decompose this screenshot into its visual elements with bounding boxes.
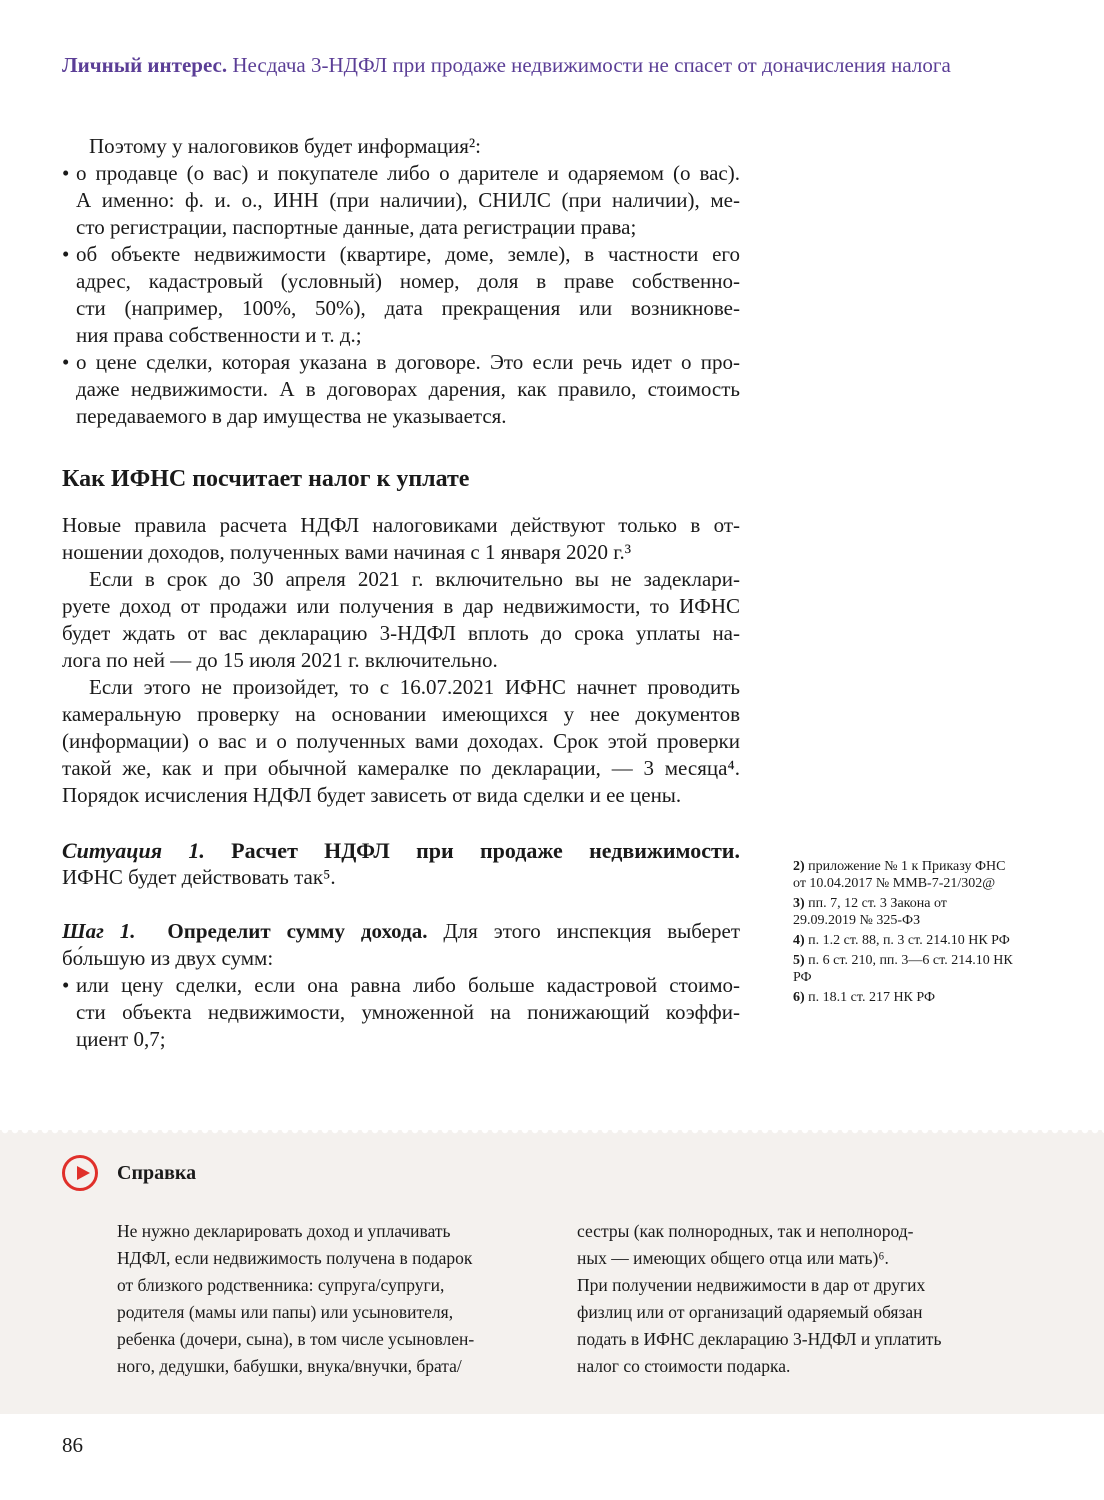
text-line bbox=[62, 647, 740, 674]
text-line bbox=[62, 539, 740, 566]
line-text: циент 0,7; bbox=[76, 1027, 166, 1051]
text-line bbox=[117, 1326, 532, 1353]
footnote-text: п. 6 ст. 210, пп. 3—6 ст. 214.10 НК РФ bbox=[793, 953, 1013, 985]
footnote-number: 3) bbox=[793, 896, 805, 911]
line-text: камеральную проверку на основании имеющихся у нее документов bbox=[62, 702, 740, 726]
text-line bbox=[62, 322, 740, 349]
line-text: такой же, как и при обычной камералке по декларации, — 3 месяца⁴. bbox=[62, 756, 740, 780]
text-line bbox=[577, 1272, 992, 1299]
note-right-column bbox=[577, 1218, 992, 1380]
text-line bbox=[62, 1026, 740, 1053]
text-line bbox=[62, 376, 740, 403]
line-text: об объекте недвижимости (квартире, доме, земле), в частности его bbox=[76, 242, 740, 266]
text-line bbox=[62, 728, 740, 755]
line-text: сто регистрации, паспортные данные, дата регистрации права; bbox=[76, 215, 637, 239]
note-title: Справка bbox=[117, 1162, 197, 1184]
line-text: от близкого родственника: супруга/супруги, bbox=[117, 1275, 445, 1295]
line-text: НДФЛ, если недвижимость получена в подарок bbox=[117, 1248, 473, 1268]
line-text: передаваемого в дар имущества не указывается. bbox=[76, 404, 507, 428]
step-block bbox=[62, 918, 740, 1053]
text-line bbox=[577, 1299, 992, 1326]
header-title: Несдача 3-НДФЛ при продаже недвижимости не спасет от доначисления налога bbox=[232, 53, 951, 77]
play-icon bbox=[62, 1155, 98, 1191]
text-line bbox=[62, 782, 740, 809]
line-text: сестры (как полнородных, так и неполнород- bbox=[577, 1221, 914, 1241]
line-text: Новые правила расчета НДФЛ налоговиками действуют только в от- bbox=[62, 513, 740, 537]
text-line bbox=[117, 1299, 532, 1326]
text-line bbox=[62, 349, 740, 376]
text-line bbox=[117, 1353, 532, 1380]
text-line bbox=[62, 187, 740, 214]
bullet-item bbox=[62, 349, 740, 430]
text-line bbox=[62, 701, 740, 728]
line-text: А именно: ф. и. о., ИНН (при наличии), СНИЛС (при наличии), ме- bbox=[76, 188, 740, 212]
text-line bbox=[62, 512, 740, 539]
text-line bbox=[62, 755, 740, 782]
footnote-number: 5) bbox=[793, 953, 805, 968]
note-left-column bbox=[117, 1218, 532, 1380]
line-text: родителя (мамы или папы) или усыновителя, bbox=[117, 1302, 454, 1322]
text-line bbox=[62, 133, 740, 160]
paragraph bbox=[62, 512, 740, 566]
bullet-item bbox=[62, 160, 740, 241]
text-line bbox=[62, 566, 740, 593]
line-text: руете доход от продажи или получения в дар недвижимости, то ИФНС bbox=[62, 594, 740, 618]
text-line bbox=[62, 241, 740, 268]
line-text: даже недвижимости. А в договорах дарения, как правило, стоимость bbox=[76, 377, 740, 401]
line-text: о цене сделки, которая указана в договоре. Это если речь идет о про- bbox=[76, 350, 740, 374]
footnote-text: п. 18.1 ст. 217 НК РФ bbox=[808, 990, 935, 1005]
line-text: Поэтому у налоговиков будет информация²: bbox=[89, 134, 481, 158]
line-text: Не нужно декларировать доход и уплачивать bbox=[117, 1221, 451, 1241]
step-label: Шаг 1. bbox=[62, 919, 136, 943]
text-line bbox=[62, 620, 740, 647]
line-text: ношении доходов, полученных вами начиная с 1 января 2020 г.³ bbox=[62, 540, 632, 564]
bullet-icon: • bbox=[62, 161, 70, 185]
line-text: Если в срок до 30 апреля 2021 г. включительно вы не задеклари- bbox=[89, 567, 740, 591]
paragraph bbox=[62, 566, 740, 674]
line-text: или цену сделки, если она равна либо больше кадастровой стоимо- bbox=[76, 973, 740, 997]
line-text: сти (например, 100%, 50%), дата прекращения или возникнове- bbox=[76, 296, 740, 320]
text-line bbox=[577, 1353, 992, 1380]
text-line bbox=[62, 593, 740, 620]
bullet-icon: • bbox=[62, 242, 70, 266]
footnote bbox=[793, 895, 1013, 929]
footnotes bbox=[793, 858, 1013, 1009]
situation-label: Ситуация 1. bbox=[62, 838, 205, 863]
text-line bbox=[117, 1272, 532, 1299]
footnote-text: пп. 7, 12 ст. 3 Закона от 29.09.2019 № 325-ФЗ bbox=[793, 896, 947, 928]
page-number: 86 bbox=[62, 1433, 83, 1457]
line-text: о продавце (о вас) и покупателе либо о дарителе и одаряемом (о вас). bbox=[76, 161, 740, 185]
paragraph bbox=[62, 674, 740, 809]
step-text-continued: бо́льшую из двух сумм: bbox=[62, 946, 274, 970]
line-text: сти объекта недвижимости, умноженной на понижающий коэффи- bbox=[76, 1000, 740, 1024]
running-header bbox=[62, 53, 951, 78]
text-line bbox=[577, 1245, 992, 1272]
footnote bbox=[793, 858, 1013, 892]
step-text: Для этого инспекция выберет bbox=[427, 919, 740, 943]
text-line bbox=[577, 1326, 992, 1353]
line-text: налог со стоимости подарка. bbox=[577, 1356, 791, 1376]
footnote bbox=[793, 932, 1013, 949]
text-line bbox=[577, 1218, 992, 1245]
text-line bbox=[117, 1245, 532, 1272]
text-line bbox=[62, 403, 740, 430]
section-body bbox=[62, 512, 740, 809]
text-line bbox=[62, 972, 740, 999]
line-text: физлиц или от организаций одаряемый обязан bbox=[577, 1302, 923, 1322]
text-line bbox=[62, 674, 740, 701]
text-line bbox=[62, 214, 740, 241]
footnote-text: приложение № 1 к Приказу ФНС от 10.04.2017 № ММВ-7-21/302@ bbox=[793, 859, 1006, 891]
line-text: подать в ИФНС декларацию 3-НДФЛ и уплатить bbox=[577, 1329, 942, 1349]
line-text: адрес, кадастровый (условный) номер, доля в праве собственно- bbox=[76, 269, 740, 293]
text-line bbox=[62, 999, 740, 1026]
text-line bbox=[62, 160, 740, 187]
line-text: лога по ней — до 15 июля 2021 г. включительно. bbox=[62, 648, 498, 672]
bullet-item bbox=[62, 241, 740, 349]
situation-text: ИФНС будет действовать так⁵. bbox=[62, 865, 336, 889]
bullet-icon: • bbox=[62, 350, 70, 374]
line-text: Если этого не произойдет, то с 16.07.2021 ИФНС начнет проводить bbox=[89, 675, 740, 699]
footnote-text: п. 1.2 ст. 88, п. 3 ст. 214.10 НК РФ bbox=[808, 933, 1010, 948]
line-text: будет ждать от вас декларацию 3-НДФЛ вплоть до срока уплаты на- bbox=[62, 621, 740, 645]
line-text: При получении недвижимости в дар от других bbox=[577, 1275, 926, 1295]
line-text: (информации) о вас и о полученных вами доходах. Срок этой проверки bbox=[62, 729, 740, 753]
line-text: ребенка (дочери, сына), в том числе усыновлен- bbox=[117, 1329, 475, 1349]
footnote-number: 4) bbox=[793, 933, 805, 948]
step-title: Определит сумму дохода. bbox=[167, 919, 428, 943]
intro-block bbox=[62, 133, 740, 430]
header-section: Личный интерес. bbox=[62, 53, 228, 77]
line-text: ных — имеющих общего отца или мать)⁶. bbox=[577, 1248, 889, 1268]
bullet-icon: • bbox=[62, 973, 70, 997]
text-line bbox=[62, 295, 740, 322]
line-text: ния права собственности и т. д.; bbox=[76, 323, 362, 347]
line-text: ного, дедушки, бабушки, внука/внучки, брата/ bbox=[117, 1356, 462, 1376]
section-heading: Как ИФНС посчитает налог к уплате bbox=[62, 466, 470, 492]
situation-title: Расчет НДФЛ при продаже недвижимости. bbox=[231, 838, 740, 863]
intro-paragraph bbox=[62, 133, 740, 160]
footnote bbox=[793, 989, 1013, 1006]
footnote bbox=[793, 952, 1013, 986]
line-text: Порядок исчисления НДФЛ будет зависеть от вида сделки и ее цены. bbox=[62, 783, 682, 807]
footnote-number: 6) bbox=[793, 990, 805, 1005]
text-line bbox=[117, 1218, 532, 1245]
situation-block bbox=[62, 837, 740, 891]
footnote-number: 2) bbox=[793, 859, 805, 874]
bullet-item bbox=[62, 972, 740, 1053]
text-line bbox=[62, 268, 740, 295]
